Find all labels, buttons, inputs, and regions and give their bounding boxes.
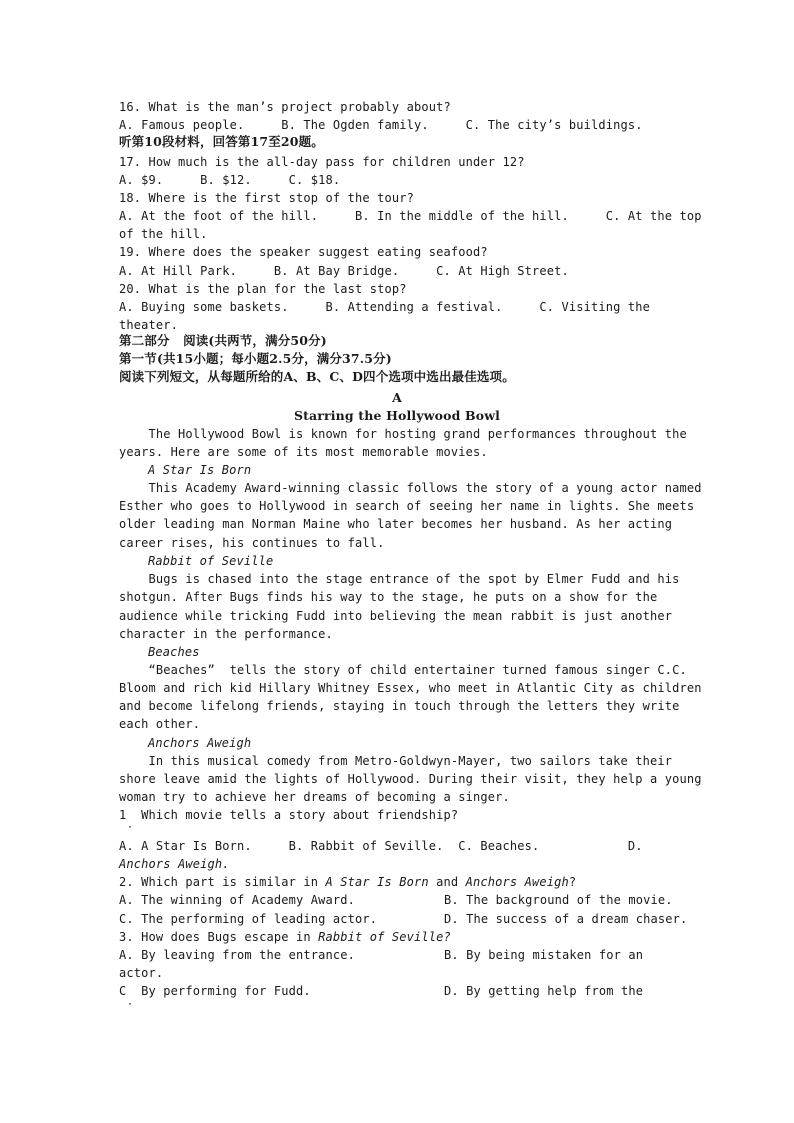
movie-1-line-4: career rises, his continues to fall.: [119, 536, 385, 550]
q3-option-c: C By performing for Fudd.: [119, 984, 311, 998]
q3-option-b: B. By being mistaken for an: [444, 948, 644, 962]
movie-4-line-2: shore leave amid the lights of Hollywood. During their visit, they help a young: [119, 772, 702, 786]
q3-prefix: 3. How does Bugs escape in: [119, 930, 319, 944]
question-20: 20. What is the plan for the last stop?: [119, 282, 407, 296]
q3-movie: Rabbit of Seville?: [318, 930, 451, 944]
reading-instruction: 阅读下列短文，从每题所给的A、B、C、D四个选项中选出最佳选项。: [119, 369, 515, 384]
part-2-heading: 第二部分 阅读(共两节，满分50分): [119, 333, 327, 348]
passage-letter: A: [392, 390, 402, 405]
question-18: 18. Where is the first stop of the tour?: [119, 191, 414, 205]
q2-and: and: [428, 875, 466, 889]
q3-option-b-cont: actor.: [119, 966, 164, 980]
movie-3-line-1: “Beaches” tells the story of child entertainer turned famous singer C.C.: [119, 663, 687, 677]
reading-question-1-options: A. A Star Is Born. B. Rabbit of Seville. C. Beaches. D.: [119, 839, 643, 853]
q2-movie-2: Anchors Aweigh: [465, 875, 569, 889]
question-17: 17. How much is the all-day pass for children under 12?: [119, 155, 525, 169]
movie-3-line-4: each other.: [119, 717, 201, 731]
reading-question-1-options-cont: Anchors Aweigh.: [119, 857, 230, 871]
movie-3-title: Beaches: [148, 645, 200, 659]
q3-option-a: A. By leaving from the entrance.: [119, 948, 355, 962]
q2-option-a: A. The winning of Academy Award.: [119, 893, 355, 907]
q2-prefix: 2. Which part is similar in: [119, 875, 326, 889]
question-17-options: A. $9. B. $12. C. $18.: [119, 173, 341, 187]
movie-1-title: A Star Is Born: [148, 463, 252, 477]
reading-question-3: [119, 928, 451, 946]
reading-question-1: 1 Which movie tells a story about friendship?: [119, 808, 459, 822]
reading-question-2: [119, 873, 576, 891]
movie-1-line-1: This Academy Award-winning classic follows the story of a young actor named: [119, 481, 702, 495]
movie-3-line-3: and become lifelong friends, staying in touch through the letters they write: [119, 699, 680, 713]
question-20-options-cont: theater.: [119, 318, 178, 332]
movie-4-line-3: woman try to achieve her dreams of becoming a singer.: [119, 790, 510, 804]
intro-line-2: years. Here are some of its most memorable movies.: [119, 445, 488, 459]
q2-option-b: B. The background of the movie.: [444, 893, 673, 907]
dot-mark: ·: [127, 822, 134, 833]
question-18-options-cont: of the hill.: [119, 227, 208, 241]
q2-option-c: C. The performing of leading actor.: [119, 912, 378, 926]
movie-2-line-1: Bugs is chased into the stage entrance of the spot by Elmer Fudd and his: [119, 572, 680, 586]
movie-4-title: Anchors Aweigh: [148, 736, 252, 750]
movie-2-line-3: audience while tricking Fudd into believing the mean rabbit is just another: [119, 609, 673, 623]
section-1-heading: 第一节(共15小题；每小题2.5分，满分37.5分): [119, 351, 392, 366]
intro-line-1: The Hollywood Bowl is known for hosting grand performances throughout the: [119, 427, 687, 441]
q2-option-d: D. The success of a dream chaser.: [444, 912, 688, 926]
question-19-options: A. At Hill Park. B. At Bay Bridge. C. At High Street.: [119, 264, 569, 278]
q3-option-d: D. By getting help from the: [444, 984, 644, 998]
movie-1-line-3: older leading man Norman Maine who later becomes her husband. As her acting: [119, 517, 673, 531]
q2-movie-1: A Star Is Born: [325, 875, 429, 889]
section-10-instruction: 听第10段材料，回答第17至20题。: [119, 134, 324, 149]
movie-2-line-4: character in the performance.: [119, 627, 333, 641]
question-16: 16. What is the man’s project probably about?: [119, 100, 451, 114]
movie-1-line-2: Esther who goes to Hollywood in search of seeing her name in lights. She meets: [119, 499, 695, 513]
question-16-options: A. Famous people. B. The Ogden family. C. The city’s buildings.: [119, 118, 643, 132]
passage-title: Starring the Hollywood Bowl: [293, 408, 501, 423]
movie-2-title: Rabbit of Seville: [148, 554, 274, 568]
question-19: 19. Where does the speaker suggest eating seafood?: [119, 245, 488, 259]
movie-4-line-1: In this musical comedy from Metro-Goldwyn-Mayer, two sailors take their: [119, 754, 673, 768]
question-20-options: A. Buying some baskets. B. Attending a festival. C. Visiting the: [119, 300, 650, 314]
movie-2-line-2: shotgun. After Bugs finds his way to the stage, he puts on a show for the: [119, 590, 658, 604]
question-18-options: A. At the foot of the hill. B. In the middle of the hill. C. At the top: [119, 209, 702, 223]
dot-mark: ·: [127, 999, 134, 1010]
q2-end: ?: [568, 875, 577, 889]
movie-3-line-2: Bloom and rich kid Hillary Whitney Essex, who meet in Atlantic City as children: [119, 681, 702, 695]
